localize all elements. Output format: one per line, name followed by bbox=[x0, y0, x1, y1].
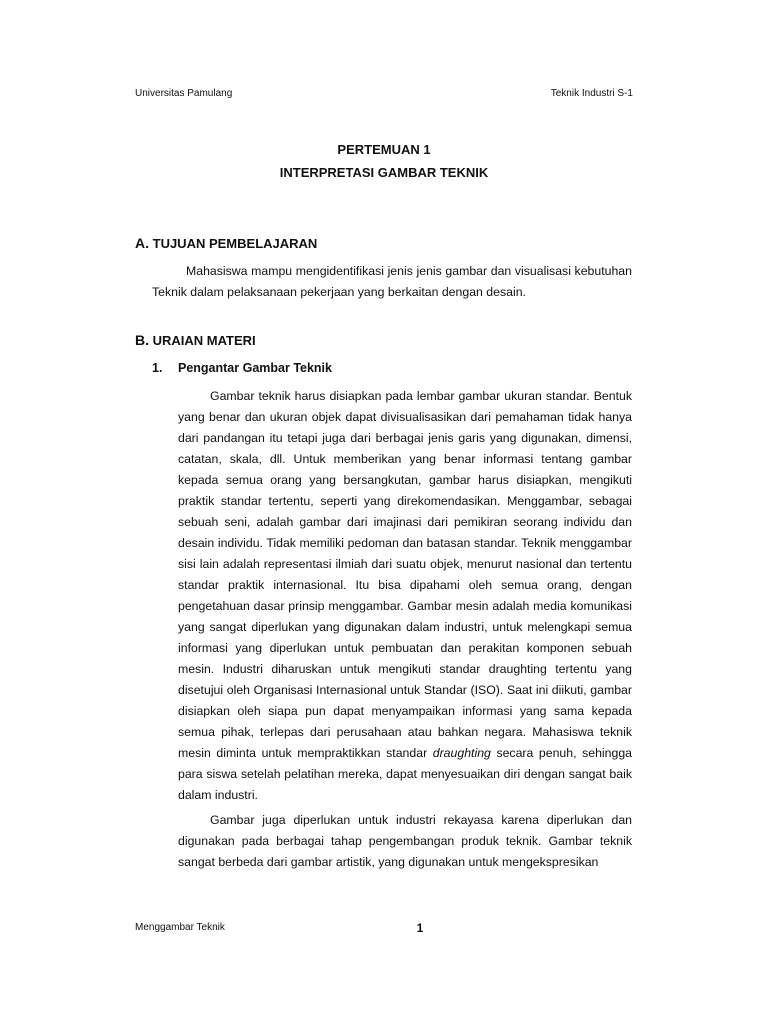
paragraph-1-text-a: Gambar teknik harus disiapkan pada lembar gambar ukuran standar. Bentuk yang benar dan ukuran objek dapat divisualisasikan dari pemahaman tidak hanya dari pandangan itu tetapi juga dari berbagai jenis garis yang digunakan, dimensi, catatan, skala, dll. Untuk memberikan yang benar informasi tentang gambar kepada semua orang yang bersangkutan, gambar harus disiapkan, mengikuti praktik standar tertentu, seperti yang direkomendasikan. Menggambar, sebagai sebuah seni, adalah gambar dari imajinasi dari pemikiran seorang individu dan desain individu. Tidak memiliki pedoman dan batasan standar. Teknik menggambar sisi lain adalah representasi ilmiah dari suatu objek, menurut nasional dan tertentu standar praktik internasional. Itu bisa dipahami oleh semua orang, dengan pengetahuan dasar prinsip menggambar. Gambar mesin adalah media komunikasi yang sangat diperlukan yang digunakan dalam industri, untuk melengkapi semua informasi yang diperlukan untuk pembuatan dan perakitan komponen sebuah mesin. Industri diharuskan untuk mengikuti standar draughting tertentu yang disetujui oleh Organisasi Internasional untuk Standar (ISO). Saat ini diikuti, gambar disiapkan oleh siapa pun dapat menyampaikan informasi yang sama kepada semua pihak, terlepas dari perusahaan atau bahkan negara. Mahasiswa teknik mesin diminta untuk mempraktikkan standar bbox=[178, 389, 632, 760]
section-b-title: URAIAN MATERI bbox=[152, 333, 256, 348]
footer-course-name: Menggambar Teknik bbox=[135, 922, 225, 933]
section-a-heading bbox=[135, 235, 317, 251]
paragraph-2-text: Gambar juga diperlukan untuk industri rekayasa karena diperlukan dan digunakan pada berbagai tahap pengembangan produk teknik. Gambar teknik sangat berbeda dari gambar artistik, yang digunakan untuk mengekspresikan bbox=[178, 813, 632, 869]
subsection-number: 1. bbox=[152, 361, 163, 375]
paragraph-1-text-b: secara penuh, sehingga para siswa setelah pelatihan mereka, dapat menyesuaikan diri dengan sangat baik dalam industri. bbox=[178, 746, 633, 802]
section-a-title: TUJUAN PEMBELAJARAN bbox=[152, 236, 318, 251]
meeting-title: PERTEMUAN 1 bbox=[337, 142, 431, 157]
section-a-letter: A. bbox=[135, 235, 149, 251]
header-program: Teknik Industri S-1 bbox=[550, 88, 633, 99]
subsection-title: Pengantar Gambar Teknik bbox=[178, 361, 332, 375]
learning-objective-paragraph bbox=[152, 261, 632, 303]
section-b-letter: B. bbox=[135, 332, 149, 348]
learning-objective-text: Mahasiswa mampu mengidentifikasi jenis jenis gambar dan visualisasi kebutuhan Teknik dalam pelaksanaan pekerjaan yang berkaitan dengan desain. bbox=[152, 264, 632, 299]
body-paragraph-1 bbox=[178, 386, 632, 806]
section-b-heading bbox=[135, 332, 256, 348]
header-institution: Universitas Pamulang bbox=[135, 88, 233, 99]
paragraph-1-italic-term: draughting bbox=[432, 746, 491, 760]
subsection-heading bbox=[152, 361, 332, 375]
page-number: 1 bbox=[416, 921, 424, 935]
chapter-title: INTERPRETASI GAMBAR TEKNIK bbox=[279, 165, 489, 180]
body-paragraph-2 bbox=[178, 810, 632, 873]
